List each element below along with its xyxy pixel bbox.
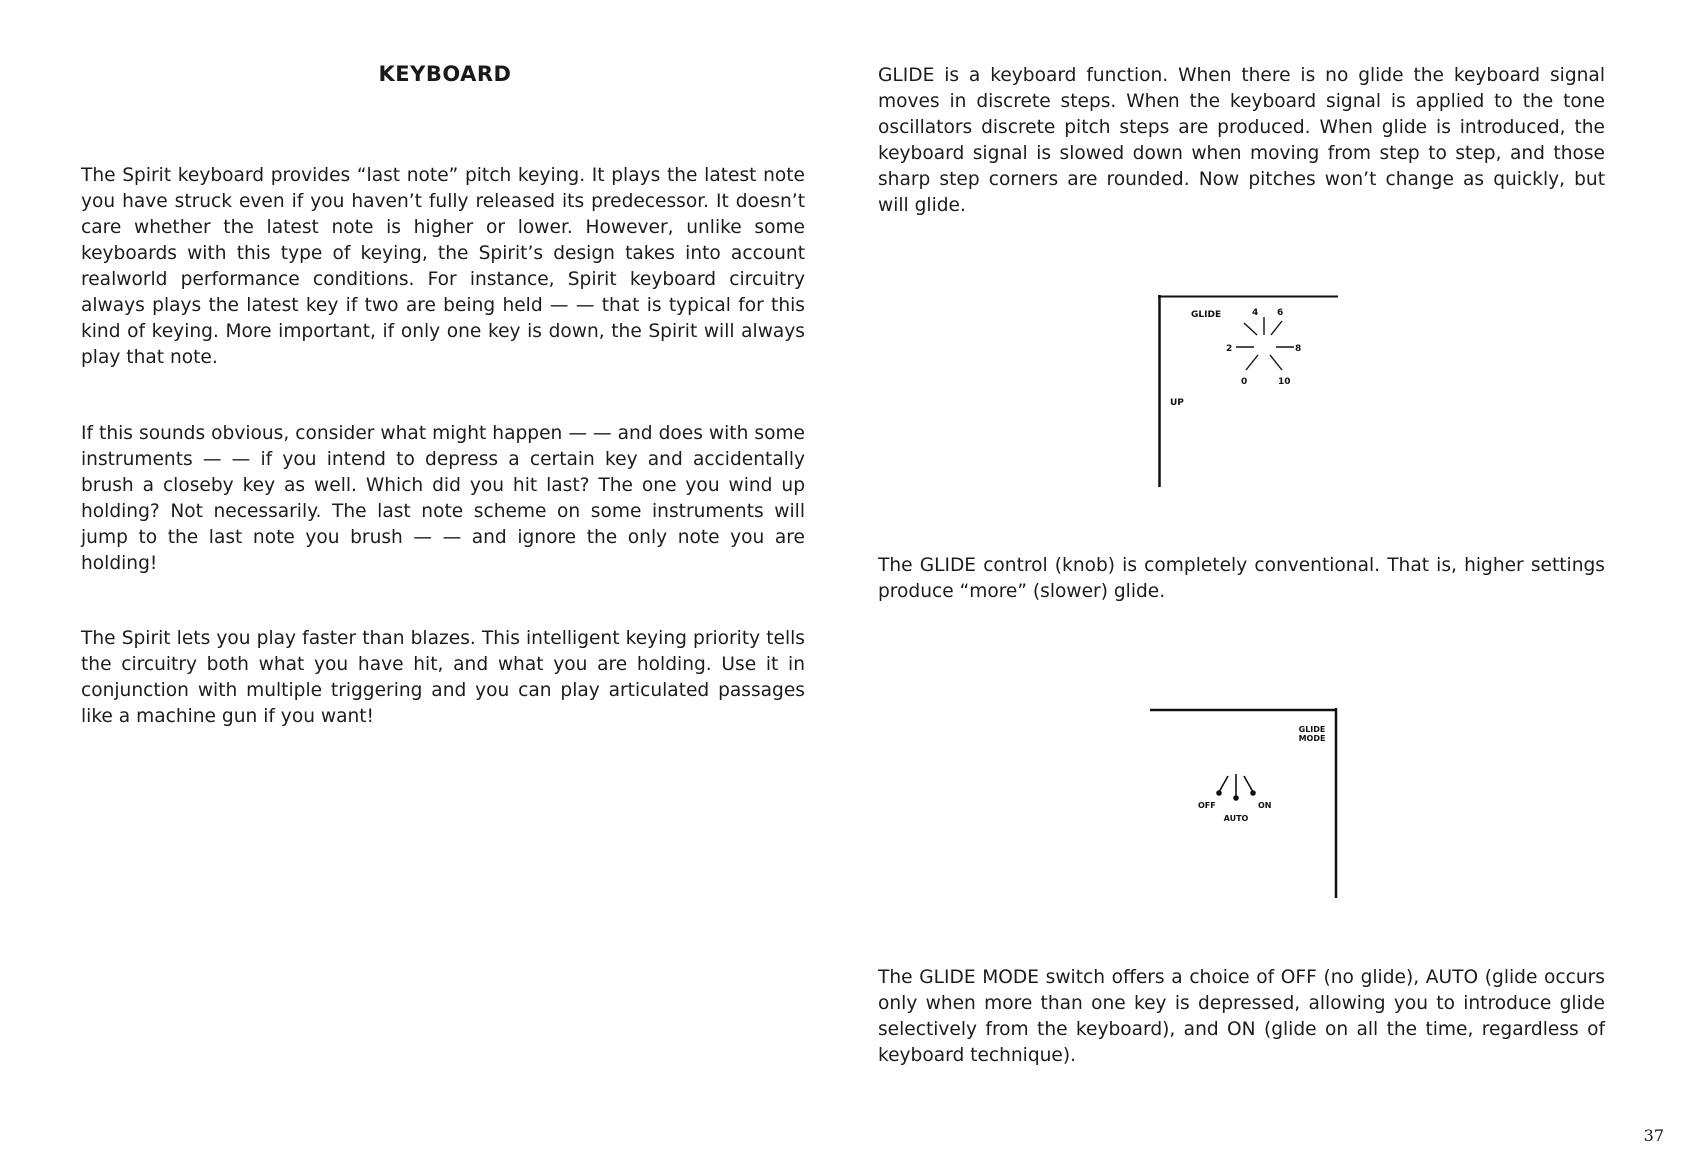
glide-mode-off: OFF — [1198, 801, 1216, 810]
paragraph-accidental-brush: If this sounds obvious, consider what might happen — — and does with some instruments — — if you intend to depress a certain key and accidentally brush a closeby key as well. Which did you hit last? The one you wind up holding? Not necessarily. The last note scheme on some instruments will jump to the last note you brush — — and ignore the only note you are holding! — [81, 423, 805, 574]
paragraph-glide-mode: The GLIDE MODE switch offers a choice of OFF (no glide), AUTO (glide occurs only when more than one key is depressed, allowing you to introduce glide selectively from the keyboard), and ON (glide on all the time, regardless of keyboard technique). — [878, 967, 1605, 1066]
glide-mode-label-line1: GLIDE — [1298, 725, 1326, 734]
glide-mode-figure — [1150, 708, 1340, 900]
glide-scale-6: 6 — [1277, 308, 1284, 318]
glide-scale-2: 2 — [1226, 344, 1233, 354]
glide-mode-on: ON — [1258, 801, 1272, 810]
glide-knob-dial-icon — [1236, 317, 1294, 370]
glide-knob-label: GLIDE — [1191, 310, 1222, 320]
paragraph-glide-control: The GLIDE control (knob) is completely conventional. That is, higher settings produce “more” (slower) glide. — [878, 555, 1605, 602]
paragraph-glide-function: GLIDE is a keyboard function. When there is no glide the keyboard signal moves in discrete steps. When the keyboard signal is applied to the tone oscillators discrete pitch steps are produced. When glide is introduced, the keyboard signal is slowed down when moving from step to step, and those sharp step corners are rounded. Now pitches won’t change as quickly, but will glide. — [878, 65, 1605, 216]
glide-mode-auto: AUTO — [1223, 814, 1249, 823]
glide-scale-8: 8 — [1295, 344, 1302, 354]
glide-scale-0: 0 — [1241, 377, 1248, 387]
glide-scale-4: 4 — [1252, 308, 1259, 318]
paragraph-keying-priority: The Spirit lets you play faster than blazes. This intelligent keying priority tells the circuitry both what you have hit, and what you are holding. Use it in conjunction with multiple triggering and you can play articulated passages like a machine gun if you want! — [81, 628, 805, 727]
page-number: 37 — [1643, 1126, 1664, 1145]
glide-scale-10: 10 — [1278, 377, 1291, 387]
glide-mode-label-line2: MODE — [1298, 734, 1326, 743]
switch-icon — [1217, 774, 1255, 800]
corner-up-label: UP — [1170, 398, 1184, 408]
section-heading: KEYBOARD — [378, 62, 512, 86]
paragraph-last-note-keying: The Spirit keyboard provides “last note” pitch keying. It plays the latest note you have struck even if you haven’t fully released its predecessor. It doesn’t care whether the latest note is higher or lower. However, unlike some keyboards with this type of keying, the Spirit’s design takes into account realworld performance conditions. For instance, Spirit keyboard circuitry always plays the latest key if two are being held — — that is typical for this kind of keying. More important, if only one key is down, the Spirit will always play that note. — [81, 165, 805, 368]
glide-knob-figure — [1158, 295, 1348, 487]
